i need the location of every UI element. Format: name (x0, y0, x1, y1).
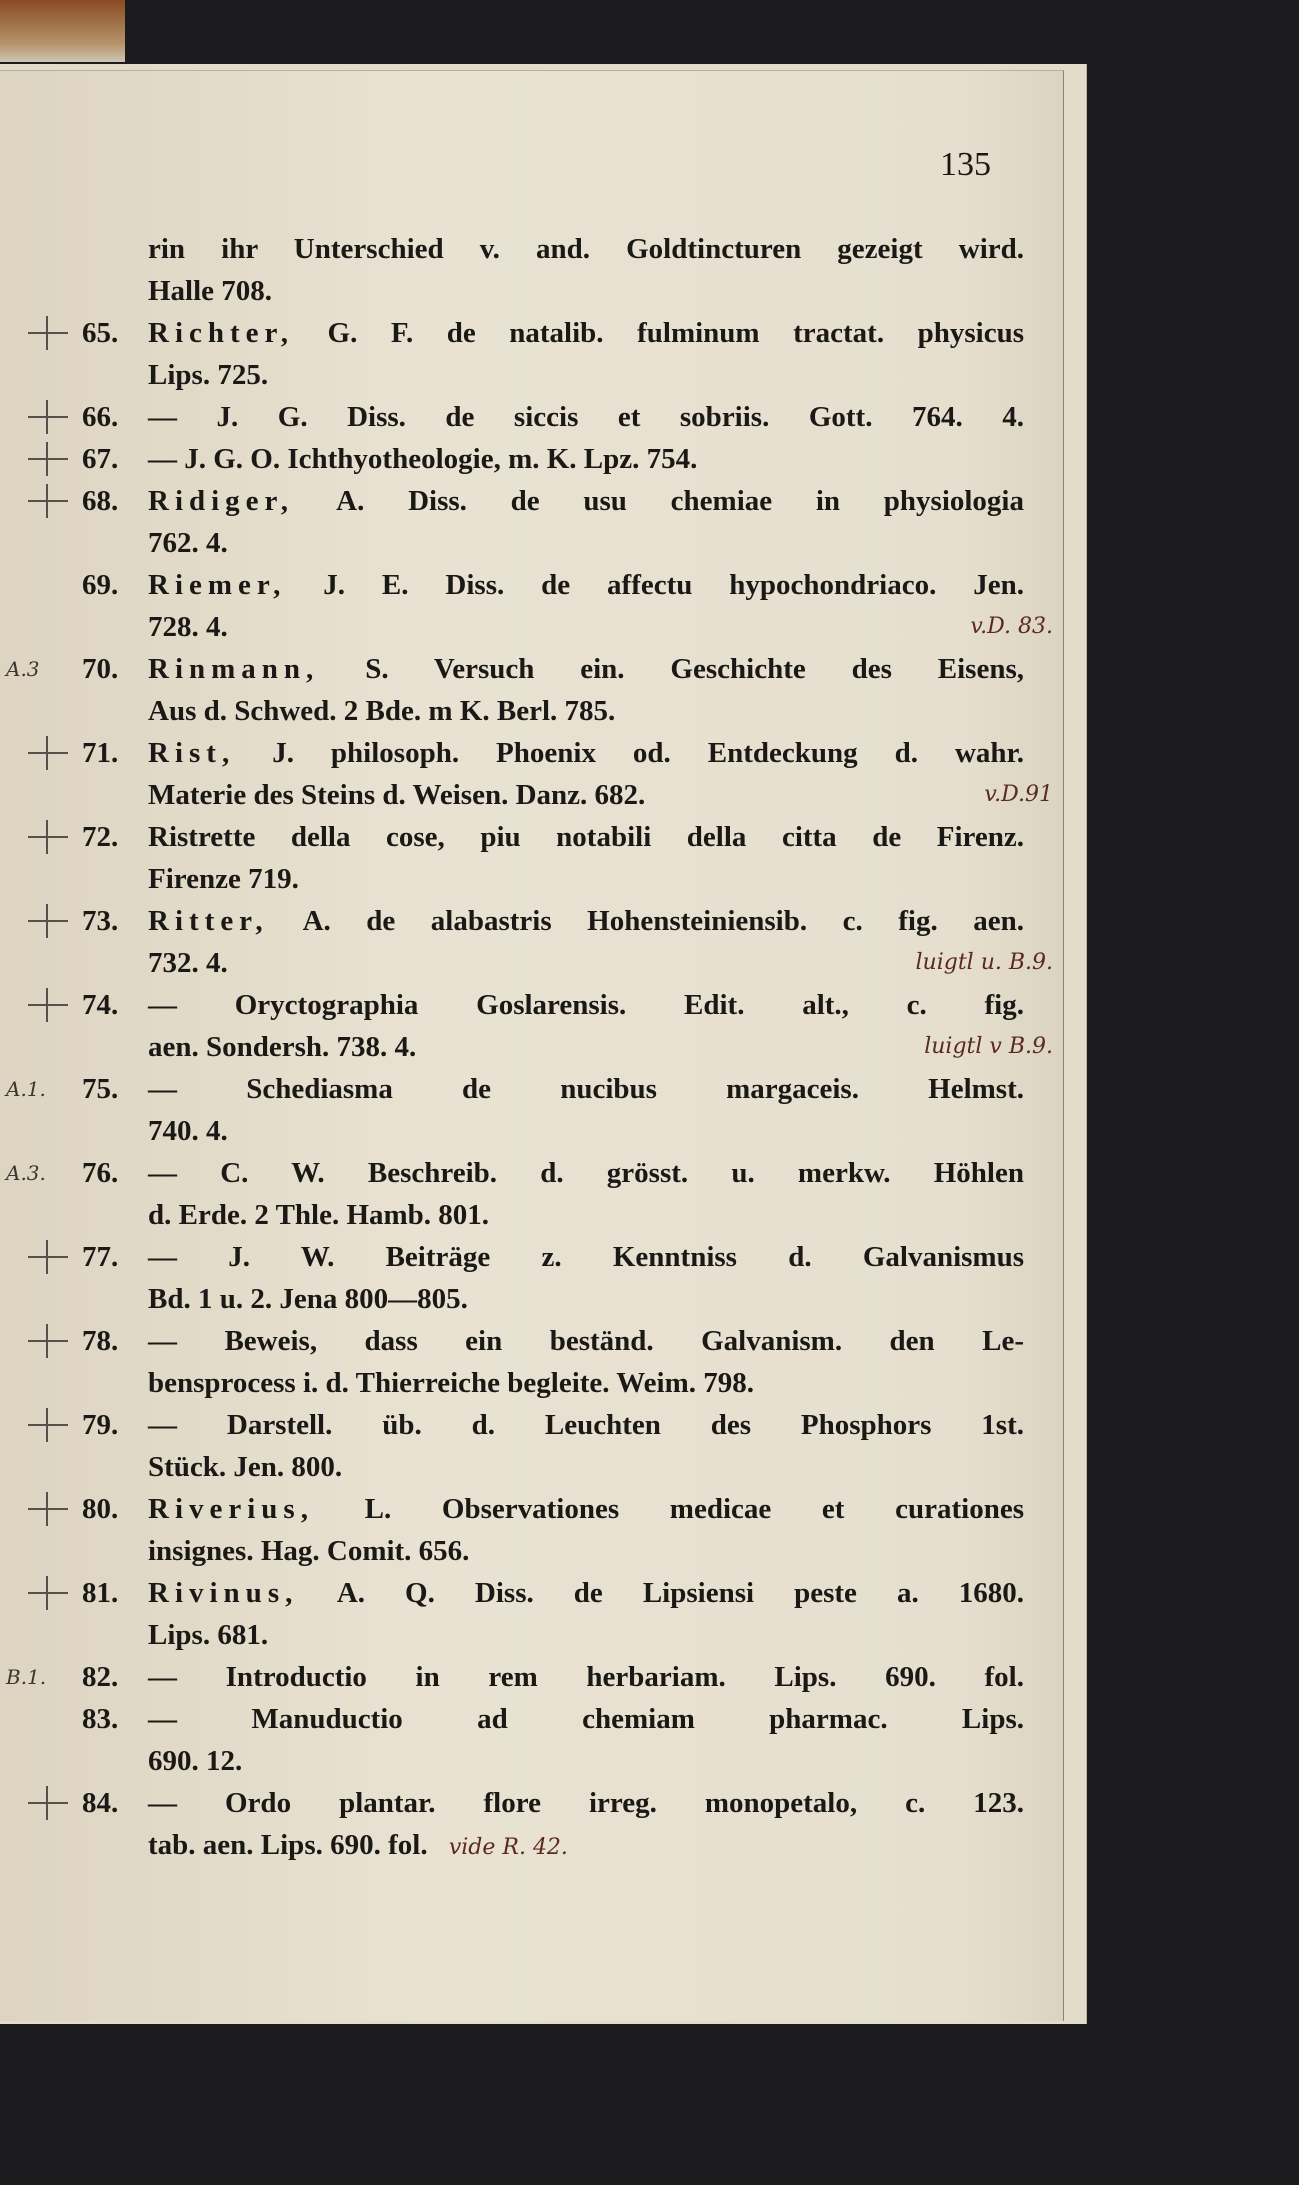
entry-body: — Manuductio ad chemiam pharmac. Lips. (148, 1703, 1024, 1735)
entry-text (148, 816, 1024, 858)
entry-text (148, 1824, 1024, 1869)
entry-continuation-line (0, 1446, 1063, 1488)
entry-number: 72. (82, 821, 119, 853)
author-name: Ridiger, (148, 485, 295, 517)
entry-continuation-line (0, 1026, 1063, 1068)
entry-body: 732. 4. (148, 947, 228, 979)
entry-text (148, 1530, 1024, 1572)
entry-text (148, 480, 1024, 522)
entry-body: — Beweis, dass ein beständ. Galvanism. den Le- (148, 1325, 1024, 1357)
entry-line (0, 984, 1063, 1026)
handwritten-note: luigtl u. B.9. (915, 950, 1053, 975)
margin-annotation: A.1. (6, 1077, 46, 1101)
entry-text (148, 606, 1024, 648)
entry-body: L. Observationes medicae et curationes (364, 1493, 1024, 1525)
entry-continuation-line (0, 1194, 1063, 1236)
entry-line (0, 732, 1063, 774)
entry-body: A. de alabastris Hohensteiniensib. c. fig. aen. (302, 905, 1024, 937)
author-name: Rinmann, (148, 653, 320, 685)
entry-text (148, 354, 1024, 396)
entry-continuation-line (0, 1362, 1063, 1404)
handwritten-note: vide R. 42. (448, 1835, 568, 1860)
entry-line (0, 1152, 1063, 1194)
entry-line (0, 648, 1063, 690)
entry-text (148, 1320, 1024, 1362)
entry-number: 69. (82, 569, 119, 601)
author-name: Riemer, (148, 569, 287, 601)
entry-number: 76. (82, 1157, 119, 1189)
entry-number: 80. (82, 1493, 119, 1525)
entry-body: rin ihr Unterschied v. and. Goldtincturen gezeigt wird. (148, 233, 1024, 265)
entry-continuation-line (0, 690, 1063, 732)
margin-annotation: A.3. (6, 1161, 46, 1185)
entry-body: bensprocess i. d. Thierreiche begleite. Weim. 798. (148, 1367, 755, 1399)
handwritten-note: v.D. 83. (970, 614, 1053, 639)
entry-text (148, 1026, 1024, 1068)
pencil-cross-mark-icon (28, 1492, 68, 1526)
entry-body: — Ordo plantar. flore irreg. monopetalo, c. 123. (148, 1787, 1024, 1819)
entry-line (0, 816, 1063, 858)
entry-text (148, 1068, 1024, 1110)
entry-body: insignes. Hag. Comit. 656. (148, 1535, 470, 1567)
entry-line (0, 564, 1063, 606)
entry-body: — C. W. Beschreib. d. grösst. u. merkw. Höhlen (148, 1157, 1024, 1189)
entry-number: 82. (82, 1661, 119, 1693)
pencil-cross-mark-icon (28, 1408, 68, 1442)
entry-body: 740. 4. (148, 1115, 228, 1147)
entry-body: J. philosoph. Phoenix od. Entdeckung d. wahr. (272, 737, 1024, 769)
author-name: Richter, (148, 317, 294, 349)
handwritten-note: luigtl v B.9. (924, 1034, 1053, 1059)
entry-body: A. Diss. de usu chemiae in physiologia (336, 485, 1024, 517)
entry-text (148, 1194, 1024, 1236)
entry-number: 81. (82, 1577, 119, 1609)
entry-line (0, 438, 1063, 480)
entry-number: 79. (82, 1409, 119, 1441)
entry-continuation-line (0, 522, 1063, 564)
pencil-cross-mark-icon (28, 1786, 68, 1820)
pencil-cross-mark-icon (28, 904, 68, 938)
author-name: Ritter, (148, 905, 269, 937)
entry-text (148, 1656, 1024, 1698)
pencil-cross-mark-icon (28, 1324, 68, 1358)
entry-number: 68. (82, 485, 119, 517)
entry-continuation-line (0, 774, 1063, 816)
entry-continuation-line (0, 858, 1063, 900)
entry-continuation-line (0, 1278, 1063, 1320)
handwritten-note: v.D.91 (984, 782, 1053, 807)
entry-line (0, 900, 1063, 942)
pencil-cross-mark-icon (28, 442, 68, 476)
entry-number: 77. (82, 1241, 119, 1273)
pencil-cross-mark-icon (28, 736, 68, 770)
entry-text (148, 396, 1024, 438)
entry-line (0, 1068, 1063, 1110)
pencil-cross-mark-icon (28, 1240, 68, 1274)
entry-line (0, 396, 1063, 438)
entry-text (148, 1446, 1024, 1488)
entry-text (148, 1740, 1024, 1782)
entry-body: Ristrette della cose, piu notabili della citta de Firenz. (148, 821, 1024, 853)
entry-number: 75. (82, 1073, 119, 1105)
pencil-cross-mark-icon (28, 1576, 68, 1610)
entry-continuation-line (0, 1614, 1063, 1656)
entry-line (0, 1236, 1063, 1278)
entry-body: J. E. Diss. de affectu hypochondriaco. Jen. (323, 569, 1024, 601)
entry-text (148, 1614, 1024, 1656)
author-name: Rivinus, (148, 1577, 299, 1609)
entry-number: 70. (82, 653, 119, 685)
entry-line (0, 1320, 1063, 1362)
entry-body: — Darstell. üb. d. Leuchten des Phosphors 1st. (148, 1409, 1024, 1441)
entry-text (148, 1404, 1024, 1446)
entry-body: Lips. 725. (148, 359, 269, 391)
entry-line (0, 1488, 1063, 1530)
entry-body: Firenze 719. (148, 863, 299, 895)
entry-text (148, 1782, 1024, 1824)
entry-text (148, 900, 1024, 942)
entry-line (0, 1782, 1063, 1824)
entry-number: 66. (82, 401, 119, 433)
entry-body: — Introductio in rem herbariam. Lips. 690. fol. (148, 1661, 1024, 1693)
entry-body: 762. 4. (148, 527, 228, 559)
margin-annotation: B.1. (6, 1665, 47, 1689)
entry-body: A. Q. Diss. de Lipsiensi peste a. 1680. (336, 1577, 1024, 1609)
entry-text (148, 312, 1024, 354)
entry-line (0, 1404, 1063, 1446)
entry-text (148, 732, 1024, 774)
entry-body: — Oryctographia Goslarensis. Edit. alt., c. fig. (148, 989, 1024, 1021)
entry-text (148, 438, 1024, 480)
entry-number: 73. (82, 905, 119, 937)
entry-continuation-line (0, 1530, 1063, 1572)
entry-text (148, 1572, 1024, 1614)
entry-line (0, 1698, 1063, 1740)
entry-text (148, 942, 1024, 984)
entry-text (148, 690, 1024, 732)
entry-text (148, 522, 1024, 564)
entry-number: 83. (82, 1703, 119, 1735)
book-edge (0, 0, 125, 62)
entry-text (148, 1110, 1024, 1152)
entry-text (148, 984, 1024, 1026)
entry-text (148, 774, 1024, 816)
entry-line (0, 480, 1063, 522)
entry-text (148, 564, 1024, 606)
author-name: Riverius, (148, 1493, 314, 1525)
entry-line (0, 1572, 1063, 1614)
entry-text (148, 1278, 1024, 1320)
entry-number: 84. (82, 1787, 119, 1819)
entry-body: tab. aen. Lips. 690. fol. (148, 1829, 428, 1861)
entry-body: Materie des Steins d. Weisen. Danz. 682. (148, 779, 646, 811)
pencil-cross-mark-icon (28, 400, 68, 434)
entry-body: Aus d. Schwed. 2 Bde. m K. Berl. 785. (148, 695, 616, 727)
entry-continuation-line (0, 1824, 1063, 1866)
entry-text (148, 228, 1024, 270)
entry-number: 71. (82, 737, 119, 769)
entry-continuation-line (0, 942, 1063, 984)
margin-annotation: A.3 (6, 657, 40, 681)
entry-body: Lips. 681. (148, 1619, 269, 1651)
entry-continuation-line (0, 270, 1063, 312)
entry-body: aen. Sondersh. 738. 4. (148, 1031, 417, 1063)
entry-body: d. Erde. 2 Thle. Hamb. 801. (148, 1199, 490, 1231)
entry-line (0, 312, 1063, 354)
entry-body: Stück. Jen. 800. (148, 1451, 343, 1483)
pencil-cross-mark-icon (28, 988, 68, 1022)
entry-body: Halle 708. (148, 275, 273, 307)
bibliography-list (0, 228, 1063, 1866)
pencil-cross-mark-icon (28, 820, 68, 854)
entry-text (148, 1236, 1024, 1278)
entry-number: 67. (82, 443, 119, 475)
pencil-cross-mark-icon (28, 316, 68, 350)
entry-line (0, 1656, 1063, 1698)
entry-text (148, 1488, 1024, 1530)
entry-body: S. Versuch ein. Geschichte des Eisens, (365, 653, 1024, 685)
entry-text (148, 858, 1024, 900)
entry-text (148, 1362, 1024, 1404)
entry-body: 690. 12. (148, 1745, 243, 1777)
page-number: 135 (940, 146, 991, 183)
entry-number: 74. (82, 989, 119, 1021)
pencil-cross-mark-icon (28, 484, 68, 518)
entry-body: G. F. de natalib. fulminum tractat. physicus (327, 317, 1024, 349)
entry-continuation-line (0, 1740, 1063, 1782)
entry-continuation-line (0, 354, 1063, 396)
entry-number: 78. (82, 1325, 119, 1357)
entry-body: — J. G. Diss. de siccis et sobriis. Gott. 764. 4. (148, 401, 1024, 433)
entry-text (148, 1152, 1024, 1194)
author-name: Rist, (148, 737, 236, 769)
entry-continuation-line (0, 228, 1063, 270)
entry-text (148, 1698, 1024, 1740)
entry-text (148, 648, 1024, 690)
entry-body: — J. G. O. Ichthyotheologie, m. K. Lpz. 754. (148, 443, 698, 475)
entry-body: 728. 4. (148, 611, 228, 643)
entry-body: Bd. 1 u. 2. Jena 800—805. (148, 1283, 468, 1315)
entry-number: 65. (82, 317, 119, 349)
entry-body: — Schediasma de nucibus margaceis. Helmst. (148, 1073, 1024, 1105)
entry-continuation-line (0, 1110, 1063, 1152)
entry-text (148, 270, 1024, 312)
entry-body: — J. W. Beiträge z. Kenntniss d. Galvanismus (148, 1241, 1024, 1273)
entry-continuation-line (0, 606, 1063, 648)
